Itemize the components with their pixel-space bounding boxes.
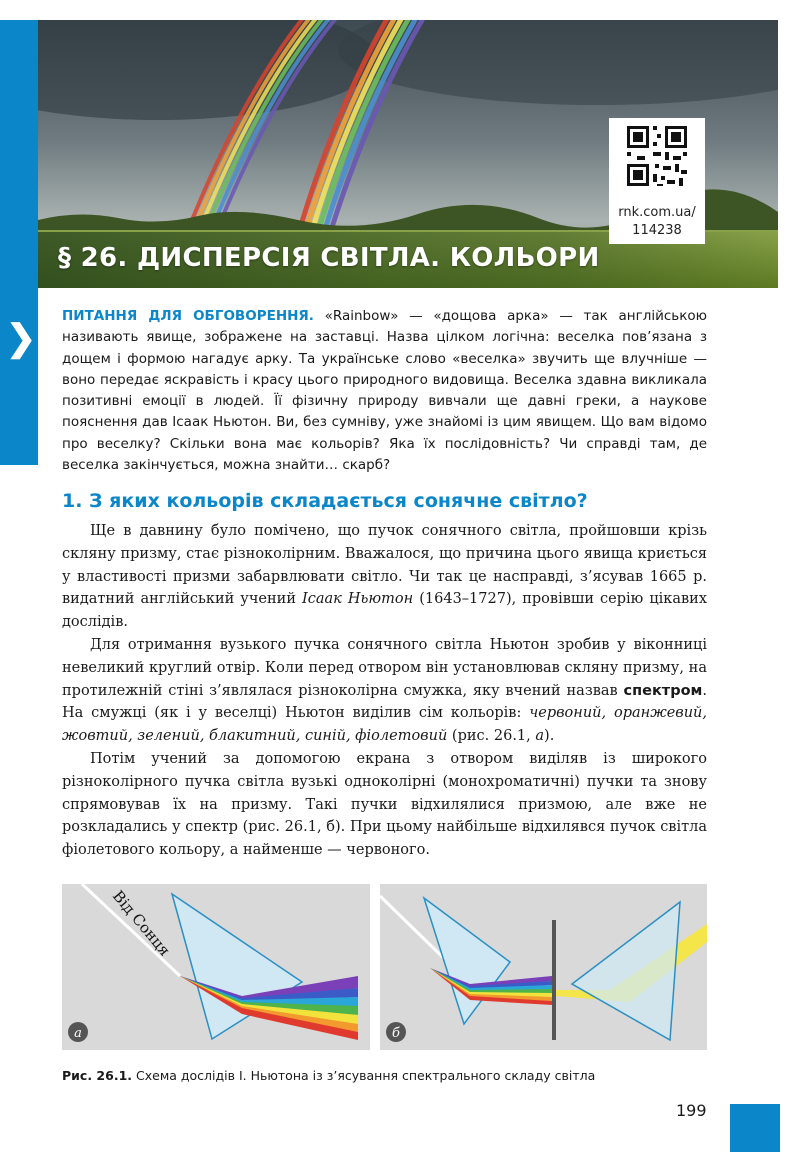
p2-text-end: ). — [544, 728, 555, 745]
figure-label-a: а — [74, 1026, 82, 1041]
page-corner-accent — [730, 1104, 780, 1152]
qr-link-text[interactable] — [612, 204, 702, 240]
discussion-block — [62, 306, 707, 476]
figure-caption — [62, 1068, 595, 1083]
p1-text-end: (1643–1727), провівши серію цікавих дослідів. — [62, 591, 707, 631]
prism-b2 — [572, 902, 680, 1040]
figure-26-1-b — [380, 884, 707, 1050]
discussion-text: «Rainbow» — «дощова арка» — так англійською називають явище, зображене на заставці. Назва цілком логічна: веселка пов’язана з дощем і формою нагадує арку. Та українське слово «веселка» звучить ще влучніше — воно передає яскравість і красу цього природного видовища. Веселка здавна викликала позитивні емоції в людей. Її фізичну природу вивчали ще давні греки, а наукове пояснення дав Ісаак Ньютон. Ви, без сумніву, уже знайомі із цим явищем. Що вам відомо про веселку? Скільки вона має кольорів? Яка їх послідовність? Чи справді там, де веселка закінчується, можна знайти… скарб? — [62, 308, 708, 474]
paragraph-2 — [62, 634, 707, 748]
qr-link-line2: 114238 — [632, 223, 682, 238]
p2-figref-letter: а — [535, 728, 545, 745]
from-sun-label: Від Сонця — [108, 887, 174, 960]
section-title: 1. З яких кольорів складається сонячне світло? — [62, 490, 588, 512]
caption-number: Рис. 26.1. — [62, 1068, 133, 1083]
p2-text-mid: . На смужці (як і у веселці) Ньютон виділив сім кольорів: — [62, 682, 707, 722]
p2-text: Для отримання вузького пучка сонячного світла Ньютон зробив у віконниці невеликий круглий отвір. Коли перед отвором він установлював скляну призму, на протилежній стіні з’являлася різноколірна смужка, яку вчений назвав — [62, 636, 707, 699]
page-number: 199 — [676, 1101, 707, 1120]
side-accent-bar — [0, 20, 38, 465]
p2-figref: (рис. 26.1, — [447, 728, 536, 745]
paragraph-1 — [62, 520, 707, 634]
figure-26-1-a — [62, 884, 370, 1050]
discussion-label: ПИТАННЯ ДЛЯ ОБГОВОРЕННЯ. — [62, 308, 314, 324]
screen-with-slit — [552, 920, 556, 1040]
term-spectrum: спектром — [623, 682, 703, 699]
scientist-name: Ісаак Ньютон — [302, 591, 414, 608]
color-list: червоний, оранжевий, жовтий, зелений, блакитний, синій, фіолетовий — [62, 705, 707, 745]
p1-text: Ще в давнину було помічено, що пучок сонячного світла, пройшовши крізь скляну призму, стає різноколірним. Вважалося, що причина цього явища криється у властивості призми забарвлювати світло. Чи так це насправді, з’ясував 1665 р. видатний англійський учений — [62, 523, 707, 608]
qr-link-line1: rnk.com.ua/ — [618, 205, 696, 220]
body-text — [62, 520, 707, 862]
chevron-right-icon: ❯ — [6, 317, 37, 358]
paragraph-3: Потім учений за допомогою екрана з отвором виділяв із широкого різноколірного пучка світла вузькі одноколірні (монохроматичні) пучки та знову спрямовував їх на призму. Такі пучки відхилялися призмою, але вже не розкладались у спектр (рис. 26.1, б). При цьому найбільше відхилявся пучок світла фіолетового кольору, а найменше — червоного. — [62, 750, 707, 859]
figure-label-b: б — [392, 1026, 400, 1041]
caption-text: Схема дослідів І. Ньютона із з’ясування спектрального складу світла — [132, 1068, 596, 1083]
prism-b1 — [424, 898, 510, 1024]
page-title: § 26. ДИСПЕРСІЯ СВІТЛА. КОЛЬОРИ — [58, 243, 600, 273]
